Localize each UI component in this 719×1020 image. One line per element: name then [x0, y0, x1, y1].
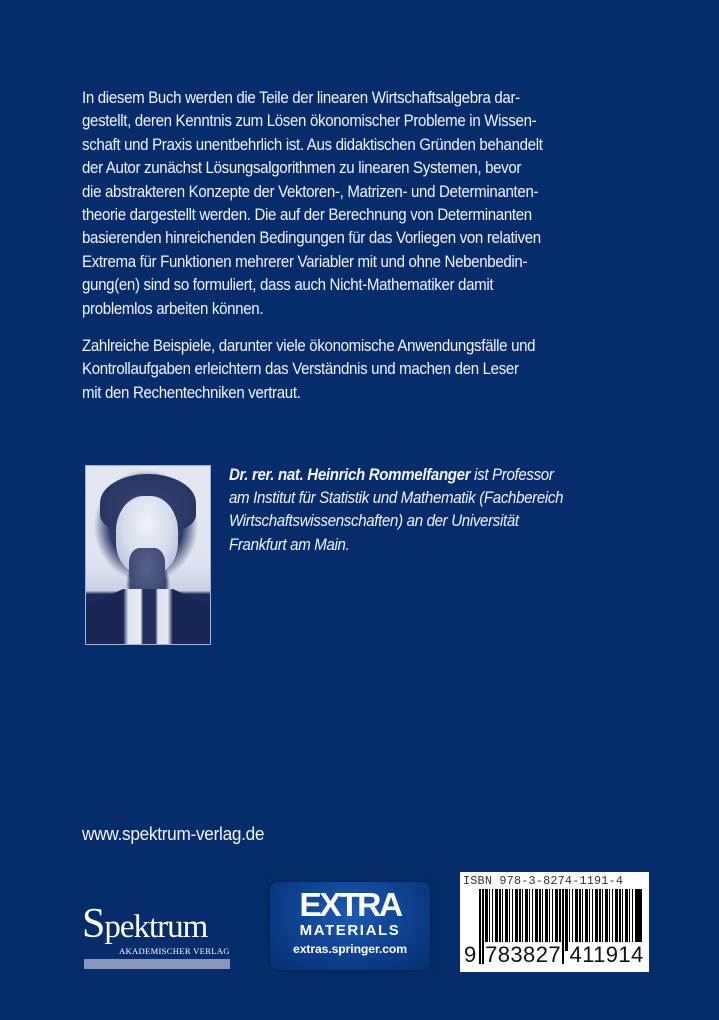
text-line: die abstrakteren Konzepte der Vektoren-, Matrizen- und Determinanten- [82, 182, 539, 201]
text-line: schaft und Praxis unentbehrlich ist. Aus didaktischen Gründen behandelt [82, 135, 543, 154]
description-paragraph-1 [82, 87, 640, 321]
text-line: basierenden hinreichenden Bedingungen für das Vorliegen von relativen [82, 229, 541, 248]
text-line: Zahlreiche Beispiele, darunter viele ökonomische Anwendungsfälle und [82, 337, 536, 356]
text-line: Kontrollaufgaben erleichtern das Verständnis und machen den Leser [82, 360, 519, 379]
text-line: der Autor zunächst Lösungsalgorithmen zu linearen Systemen, bevor [82, 159, 522, 178]
logo-subtitle: AKADEMISCHER VERLAG [119, 946, 230, 956]
logo-initial: S [82, 901, 105, 947]
badge-subtitle: MATERIALS [299, 922, 401, 939]
book-description [82, 87, 640, 419]
text-line: mit den Rechentechniken vertraut. [82, 383, 301, 402]
author-name: Dr. rer. nat. Heinrich Rommelfanger [229, 466, 471, 484]
bio-line: Wirtschaftswissenschaften) an der Universität [229, 512, 519, 531]
author-photo [85, 465, 211, 645]
text-line: Extrema für Funktionen mehrerer Variabler mit und ohne Nebenbedin- [82, 252, 528, 271]
bio-line: Frankfurt am Main. [229, 535, 350, 554]
bio-text: ist Professor [470, 466, 554, 484]
logo-bar [84, 959, 230, 969]
isbn-label: ISBN 978-3-8274-1191-4 [463, 874, 624, 888]
badge-title: EXTRA [299, 886, 401, 923]
barcode-digits [463, 942, 645, 968]
text-line: problemlos arbeiten können. [82, 299, 264, 318]
text-line: gestellt, deren Kenntnis zum Lösen ökonomischer Probleme in Wissen- [82, 112, 537, 131]
extra-materials-badge [270, 882, 430, 970]
isbn-barcode [460, 872, 649, 972]
publisher-website: www.spektrum-verlag.de [82, 823, 265, 844]
barcode-digit-group-1: 783827 [485, 942, 561, 967]
author-bio [229, 464, 620, 557]
logo-rest: pektrum [104, 909, 208, 945]
barcode-digit-lead: 9 [464, 942, 477, 967]
spektrum-logo [82, 901, 232, 970]
bio-line: am Institut für Statistik und Mathematik (Fachbereich [229, 489, 564, 508]
bio-line [229, 464, 620, 487]
logo-wordmark [82, 901, 208, 947]
description-paragraph-2 [82, 335, 640, 405]
text-line: In diesem Buch werden die Teile der linearen Wirtschaftsalgebra dar- [82, 89, 520, 107]
photo-suit-shape [86, 589, 210, 644]
text-line: gung(en) sind so formuliert, dass auch Nicht-Mathematiker damit [82, 276, 494, 295]
text-line: theorie dargestellt werden. Die auf der Berechnung von Determinanten [82, 206, 532, 225]
badge-url: extras.springer.com [293, 942, 407, 956]
photo-beard-shape [129, 548, 165, 596]
barcode-digit-group-2: 411914 [569, 942, 644, 967]
